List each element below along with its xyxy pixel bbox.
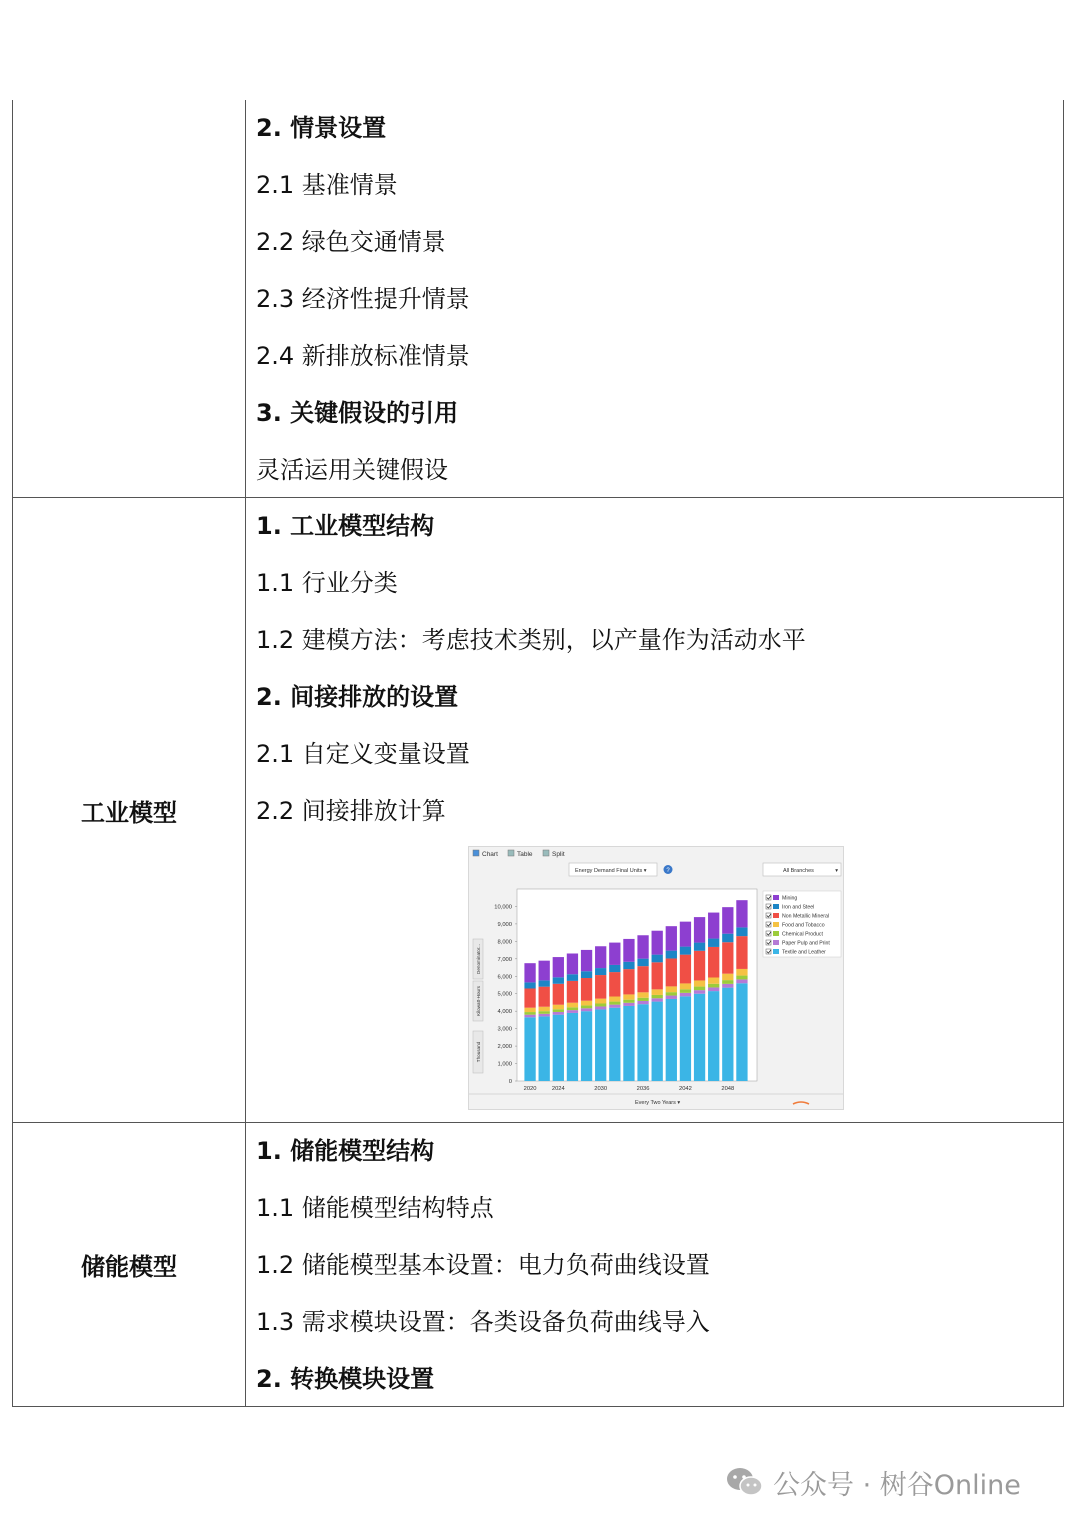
row-label-cell [13,1123,246,1406]
bar-segment [694,987,705,991]
bar-segment [666,986,677,992]
bar-segment [539,1014,550,1017]
bar-segment [652,931,663,955]
legend-swatch [773,931,779,936]
list-item: 1.3 需求模块设置：各类设备负荷曲线导入 [256,1308,710,1336]
row-content-cell [246,498,1063,1110]
bar-segment [623,1000,634,1003]
x-tick-label: 2042 [678,1086,692,1092]
bar-segment [680,955,691,984]
scroll-handle-icon[interactable] [793,1102,809,1104]
y-tick-label: 9,000 [497,921,512,928]
bar-segment [539,1007,550,1011]
branches-chevron-icon: ▾ [835,868,838,874]
tab-chart[interactable]: Chart [482,851,498,858]
legend-label: Paper Pulp and Print [782,940,830,947]
bar-segment [652,962,663,989]
bar-segment [524,1017,535,1081]
legend-swatch [773,949,779,954]
bar-segment [708,947,719,978]
bar-segment [652,989,663,995]
chart-container [256,840,1063,1110]
bar-segment [694,943,705,951]
bar-segment [595,999,606,1004]
bar-segment [623,994,634,999]
units-select-label: Energy Demand Final Units ▾ [575,868,647,874]
bar-segment [708,984,719,988]
list-item: 2. 转换模块设置 [256,1365,435,1393]
bar-segment [623,962,634,969]
list-item: 1.2 建模方法：考虑技术类别，以产量作为活动水平 [256,626,806,654]
y-tick-label: 2,000 [497,1044,512,1051]
bar-segment [722,907,733,934]
bar-segment [609,943,620,965]
bar-segment [694,994,705,1081]
legend-label: Textile and Leather [782,949,826,956]
bar-segment [722,984,733,988]
legend-swatch [773,904,779,909]
bar-segment [623,1003,634,1006]
bar-segment [609,1005,620,1008]
bar-segment [694,980,705,986]
bar-segment [680,993,691,996]
bar-segment [609,965,620,972]
bar-segment [680,989,691,992]
table-row [12,100,1064,498]
bar-segment [637,966,648,992]
row-label: 储能模型 [81,1253,177,1281]
list-item: 2.1 自定义变量设置 [256,740,470,768]
y-axis-label-kwh: Kilowatt-Hours [476,986,481,1016]
bar-segment [609,972,620,996]
list-item: 2. 情景设置 [256,114,387,142]
row-content-cell [246,1123,1063,1408]
legend-label: Iron and Steel [782,904,815,911]
tab-table-icon [508,850,514,856]
y-tick-label: 0 [508,1079,512,1085]
bar-segment [539,1011,550,1014]
bar-segment [609,1002,620,1005]
table-row [12,498,1064,1123]
legend-label: Chemical Product [782,931,823,938]
legend-label: Mining [782,895,798,902]
list-item: 2.4 新排放标准情景 [256,342,470,370]
bar-segment [680,983,691,989]
bar-segment [524,1015,535,1018]
list-item: 3. 关键假设的引用 [256,399,459,427]
bar-segment [694,917,705,942]
tab-split[interactable]: Split [552,851,565,858]
bar-segment [567,981,578,1003]
list-item: 1. 工业模型结构 [256,512,435,540]
bar-segment [567,1013,578,1081]
legend-swatch [773,940,779,945]
bar-segment [524,1008,535,1012]
x-tick-label: 2024 [551,1086,565,1092]
y-axis-label-denominator: Denominator... [476,944,481,974]
row-content-cell [246,100,1063,499]
energy-demand-chart [469,847,843,1109]
legend-label: Food and Tobacco [782,922,825,929]
bar-segment [708,913,719,939]
bar-segment [595,975,606,999]
bar-segment [666,958,677,986]
bar-segment [736,983,747,1081]
bar-segment [553,1005,564,1010]
bar-segment [623,1006,634,1081]
bar-segment [652,1002,663,1081]
y-axis-label-thousand: Thousand [476,1041,481,1063]
bar-segment [694,951,705,981]
help-icon-glyph: ? [666,868,670,874]
bar-segment [567,1007,578,1010]
chart-screenshot [468,846,844,1110]
bar-segment [581,1001,592,1006]
bar-segment [581,971,592,978]
tab-chart-icon [473,850,479,856]
x-tick-label: 2048 [721,1086,735,1092]
list-item: 1. 储能模型结构 [256,1137,435,1165]
y-tick-label: 4,000 [497,1009,512,1016]
bar-segment [637,1001,648,1004]
bar-segment [666,996,677,999]
bar-segment [524,963,535,982]
bar-segment [708,939,719,947]
bar-segment [736,979,747,983]
list-item: 1.2 储能模型基本设置：电力负荷曲线设置 [256,1251,710,1279]
row-label-cell [13,498,246,1122]
list-item: 1.1 储能模型结构特点 [256,1194,494,1222]
list-item: 2.2 间接排放计算 [256,797,446,825]
bar-segment [567,1003,578,1008]
bar-segment [708,977,719,983]
bar-segment [553,977,564,983]
x-tick-label: 2030 [594,1086,608,1092]
bar-segment [623,939,634,962]
bar-segment [609,997,620,1002]
bar-segment [595,1009,606,1081]
bar-segment [581,978,592,1001]
tab-split-icon [543,850,549,856]
bar-segment [623,969,634,994]
bar-segment [637,935,648,958]
legend-label: Non Metallic Mineral [782,913,829,920]
bar-segment [581,1008,592,1011]
bar-segment [595,968,606,975]
list-item: 2.3 经济性提升情景 [256,285,470,313]
bar-segment [539,987,550,1007]
bar-segment [722,974,733,980]
legend-swatch [773,913,779,918]
wechat-icon [725,1466,765,1498]
x-tick-label: 2036 [636,1086,650,1092]
bar-segment [553,957,564,977]
bar-segment [736,927,747,936]
bar-segment [553,1012,564,1015]
list-item: 2.1 基准情景 [256,171,398,199]
y-tick-label: 10,000 [494,904,512,911]
bar-segment [553,984,564,1005]
bar-segment [539,980,550,986]
bar-segment [567,974,578,981]
row-label-cell [13,100,246,497]
table-row [12,1123,1064,1407]
content-table [12,100,1064,1407]
legend-swatch [773,922,779,927]
legend-swatch [773,895,779,900]
bar-segment [680,947,691,955]
y-tick-label: 1,000 [497,1061,512,1068]
bar-segment [553,1009,564,1012]
list-item: 1.1 行业分类 [256,569,398,597]
bar-segment [652,998,663,1001]
bar-segment [652,955,663,963]
y-tick-label: 6,000 [497,974,512,981]
footer-brand [725,1462,1055,1502]
list-item: 2. 间接排放的设置 [256,683,459,711]
bar-segment [680,996,691,1081]
bar-segment [736,936,747,969]
y-tick-label: 8,000 [497,939,512,946]
bar-segment [694,990,705,994]
row-label: 工业模型 [81,798,177,827]
bar-segment [609,1008,620,1081]
bar-segment [595,1006,606,1009]
bar-segment [666,992,677,995]
bar-segment [722,988,733,1081]
bar-segment [722,942,733,973]
tab-table[interactable]: Table [517,851,533,858]
bar-segment [708,991,719,1081]
bar-segment [637,998,648,1001]
bar-segment [595,946,606,968]
bar-segment [581,950,592,971]
bar-segment [595,1004,606,1007]
bar-segment [736,976,747,980]
period-select[interactable]: Every Two Years ▾ [635,1100,681,1106]
bar-segment [708,987,719,991]
bar-segment [581,1005,592,1008]
list-item: 灵活运用关键假设 [256,456,448,484]
y-tick-label: 5,000 [497,991,512,998]
bar-segment [637,959,648,967]
bar-segment [524,988,535,1007]
y-tick-label: 3,000 [497,1026,512,1033]
bar-segment [680,922,691,947]
bar-segment [736,900,747,927]
bar-segment [524,1012,535,1015]
brand-text: 公众号 · 树谷Online [773,1469,1021,1501]
bar-segment [736,969,747,976]
bar-segment [652,995,663,998]
bar-segment [567,953,578,974]
bar-segment [581,1011,592,1081]
bar-segment [722,934,733,943]
list-item: 2.2 绿色交通情景 [256,228,446,256]
y-tick-label: 7,000 [497,956,512,963]
bar-segment [553,1015,564,1081]
bar-segment [666,926,677,950]
bar-segment [666,999,677,1081]
bar-segment [637,1004,648,1081]
bar-segment [524,982,535,988]
bar-segment [539,1016,550,1081]
bar-segment [637,992,648,997]
bar-segment [567,1010,578,1013]
x-tick-label: 2020 [523,1086,537,1092]
bar-segment [722,980,733,984]
bar-segment [539,961,550,981]
bar-segment [666,951,677,959]
branches-select-label: All Branches [783,868,814,874]
